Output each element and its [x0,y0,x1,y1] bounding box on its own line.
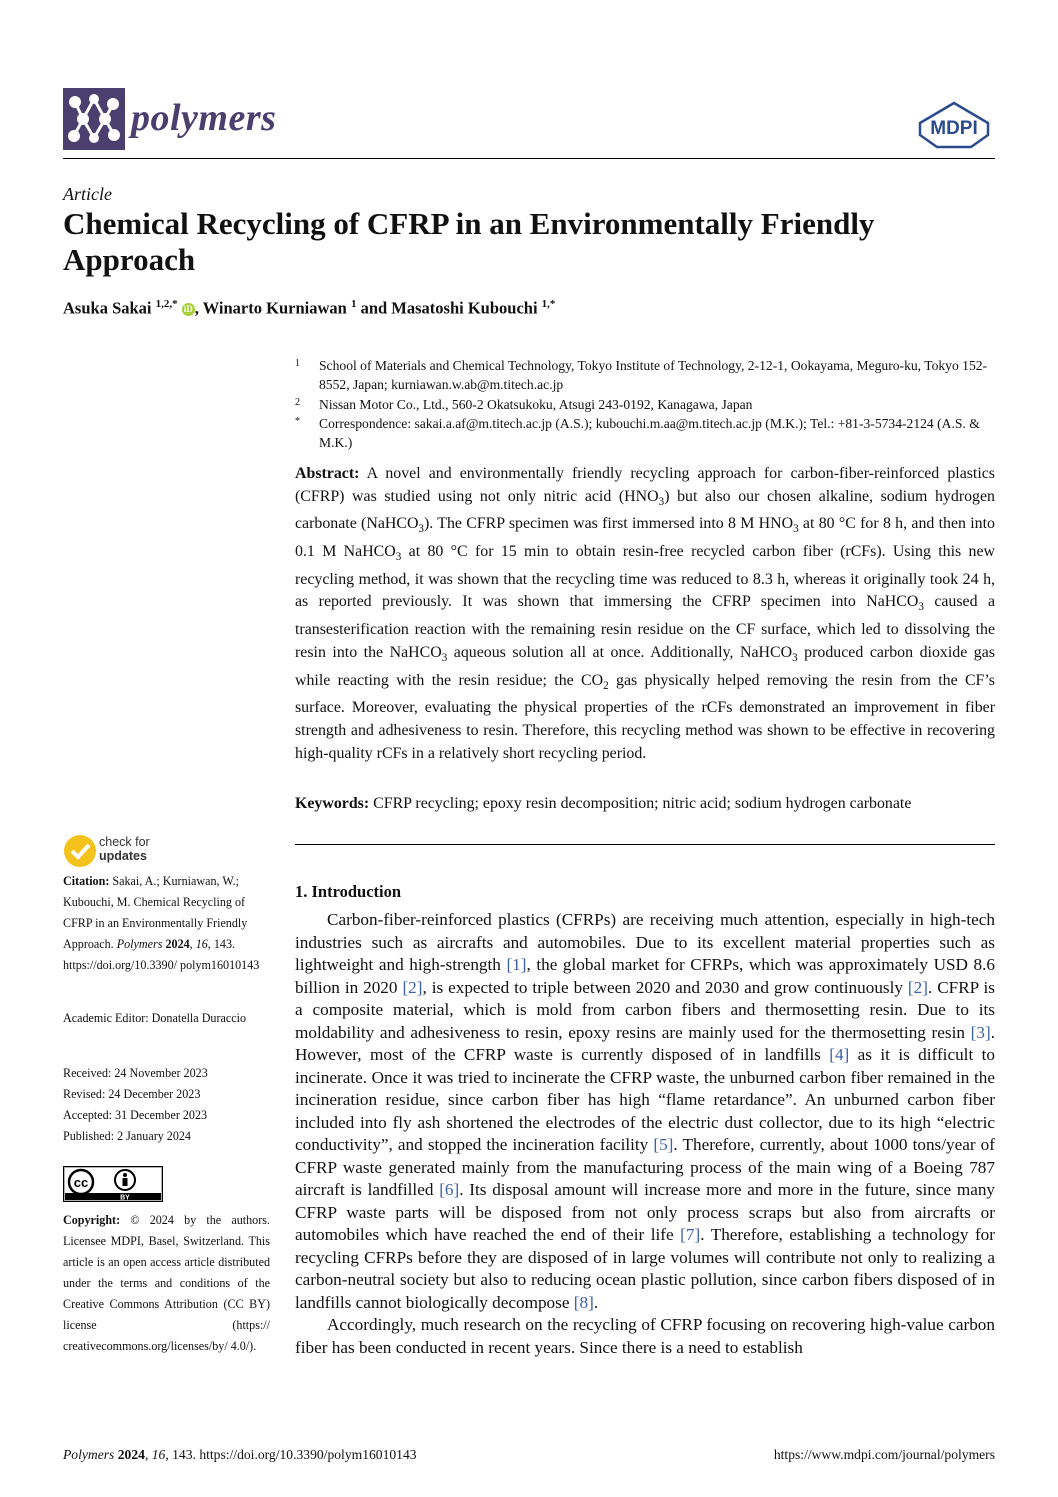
subscript: 3 [918,601,924,614]
date-accepted: Accepted: 31 December 2023 [63,1108,208,1122]
abstract-text: at 80 °C for 8 h, and then into 0.1 M NaHCO [295,515,995,561]
orcid-icon[interactable]: iD [183,304,193,315]
affiliation-item [295,395,995,414]
keywords-text: CFRP recycling; epoxy resin decomposition; nitric acid; sodium hydrogen carbonate [373,795,912,812]
citation-doi[interactable]: , 143. https://doi.org/10.3390/ polym16010143 [63,937,260,972]
author-affil: 1,2,* [155,298,178,310]
editor-text: Academic Editor: Donatella Duraccio [63,1011,247,1025]
paragraph-text: . CFRP is a composite material, which is mold from carbon fibers and thermosetting resin. Due to its moldability and adhesiveness to resin, epoxy resins are mainly used for the thermosetting resin [295,977,996,1042]
subscript: 3 [658,495,665,508]
author-affil: 1,* [541,298,556,310]
abstract [295,463,995,765]
citation-year: 2024 [165,937,190,951]
subscript: 3 [395,551,402,564]
check-updates-text [99,835,150,863]
mdpi-logo-text: MDPI [930,118,978,139]
abstract-text: caused a transesterification reaction with the remaining resin residue on the CF surface, which led to dissolving the resin into the NaHCO [295,593,996,661]
affiliations [295,356,995,452]
check-icon [63,834,97,868]
citation-volume: 16 [195,937,208,951]
affiliation-mark: 1 [295,358,300,369]
paragraph-text: as it is difficult to incinerate. Once it was tried to incinerate the CFRP waste, the unburned carbon fiber remained in the incineration residue, since carbon fiber has high “flame retardance”. An unburned carbon fiber included into fly ash shortened the electrodes of the electric dust collector, due to its high “electric conductivity”, and stopped the incineration facility [295,1045,995,1154]
reference-link[interactable]: [5] [653,1135,674,1154]
reference-link[interactable]: [7] [680,1225,701,1244]
paragraph-text: Carbon-fiber-reinforced plastics (CFRPs) are receiving much attention, especially in high-tech industries such as aircrafts and automobiles. Due to its excellent material properties such as lightweight and high-strength [295,910,995,974]
section-divider [295,844,995,845]
svg-text:cc: cc [73,1175,89,1190]
keywords [295,793,995,816]
paragraph-text: . Its disposal amount will increase more and more in the future, since many CFRP waste parts will be disposed from not only process scraps but also from aircrafts or automobiles which have reached the end of their life [295,1180,996,1244]
footer-journal-url[interactable]: https://www.mdpi.com/journal/polymers [773,1447,995,1462]
copyright-label: Copyright: [63,1213,121,1227]
paragraph-text: . Therefore, establishing a technology for recycling CFRPs before they are disposed of in large volumes will contribute not only to realizing a carbon-neutral society but also to reducing ocean plastic pollution, since carbon fibers disposed of in landfills cannot biologically decompose [295,1225,996,1312]
article-type: Article [63,184,112,204]
abstract-label: Abstract: [295,465,360,482]
date-received: Received: 24 November 2023 [63,1066,208,1080]
abstract-text: at 80 °C for 15 min to obtain resin-free recycled carbon fiber (rCFs). Using this new recycling method, it was shown that the recycling time was reduced to 8.3 h, whereas it originally took 24 h, as reported previously. It was shown that immersing the CFRP specimen into NaHCO [295,543,995,611]
copyright-text: © 2024 by the authors. Licensee MDPI, Basel, Switzerland. This article is an open access article distributed under the terms and conditions of the Creative Commons Attribution (CC BY) license (https:// creativecommons.org/licenses/by/ 4.0/). [63,1213,270,1353]
abstract-text: ) but also our chosen alkaline, sodium hydrogen carbonate (NaHCO [295,487,995,533]
check-updates-line: updates [99,849,147,863]
academic-editor [63,1008,270,1029]
subscript: 3 [441,652,448,665]
section-heading: 1. Introduction [295,882,402,901]
date-published: Published: 2 January 2024 [63,1129,191,1143]
footer-citation: Polymers 2024, 16, 143. https://doi.org/10.3390/polym16010143 [63,1447,417,1462]
cc-by-label: BY [120,1194,130,1202]
affiliation-text: School of Materials and Chemical Technology, Tokyo Institute of Technology, 2-12-1, Ookayama, Meguro-ku, Tokyo 152-8552, Japan; kurniawan.w.ab@m.titech.ac.jp [319,358,988,393]
header-divider [63,158,995,159]
subscript: 3 [418,523,424,536]
reference-link[interactable]: [3] [970,1022,991,1042]
footer-volume: 16 [151,1447,166,1462]
cc-by-license-icon[interactable] [63,1166,163,1202]
paragraph: Accordingly, much research on the recycling of CFRP focusing on recovering high-value carbon fiber has been conducted in recent years. Since there is a need to establish [295,1315,995,1357]
article-title: Chemical Recycling of CFRP in an Environmentally Friendly Approach [63,206,875,277]
affiliation-text: Nissan Motor Co., Ltd., 560-2 Okatsukoku, Atsugi 243-0192, Kanagawa, Japan [319,396,753,412]
author-affil: 1 [350,298,357,310]
reference-link[interactable]: [8] [573,1292,594,1312]
affiliation-item [295,414,995,453]
subscript: 2 [603,679,609,692]
footer-doi[interactable]: , 143. https://doi.org/10.3390/polym16010143 [165,1447,417,1462]
introduction-body [295,909,995,1359]
check-updates-line: check for [99,835,150,849]
footer-journal: Polymers [63,1447,115,1462]
check-for-updates-badge[interactable] [63,834,193,870]
paragraph-text: . However, most of the CFRP waste is currently disposed of in landfills [295,1022,995,1064]
affiliation-mark: 2 [295,396,300,408]
publication-dates [63,1063,270,1147]
abstract-text: A novel and environmentally friendly recycling approach for carbon-fiber-reinforced plastics (CFRP) was studied using not only nitric acid (HNO [295,465,995,505]
paragraph-text: . Therefore, currently, about 1000 tons/year of CFRP waste generated mainly from the manufacturing process of the main wing of a Boeing 787 aircraft is landfilled [295,1135,995,1199]
author-name: Winarto Kurniawan [202,298,347,318]
abstract-text: ). The CFRP specimen was first immersed into 8 M HNO [423,515,794,533]
reference-link[interactable]: [1] [506,955,527,974]
affiliation-mark: * [295,415,300,427]
abstract-text: gas physically helped removing the resin from the CF’s surface. Moreover, evaluating the physical properties of the rCFs demonstrated an improvement in fiber strength and adhesiveness to resin. Therefore, this recycling method was shown to be effective in recovering high-quality rCFs in a relatively short recycling period. [295,671,995,762]
correspondence-text: Correspondence: sakai.a.af@m.titech.ac.jp (A.S.); kubouchi.m.aa@m.titech.ac.jp (M.K.); Tel.: +81-3-5734-2124 (A.S. & M.K.) [319,415,980,451]
mdpi-logo[interactable] [917,101,991,149]
date-revised: Revised: 24 December 2023 [63,1087,201,1101]
footer-year: 2024 [117,1447,145,1462]
reference-link[interactable]: [2] [907,977,928,997]
paragraph-text: . [593,1292,599,1312]
citation-journal: Polymers [116,937,163,951]
citation-block: Citation: Sakai, A.; Kurniawan, W.; Kubouchi, M. Chemical Recycling of CFRP in an Environmentally Friendly Approach. Polymers 2024, 16, 143. https://doi.org/10.3390/ polym16010143 [63,874,260,972]
reference-link[interactable]: [6] [439,1180,460,1199]
author-name: Asuka Sakai [63,298,152,318]
copyright-notice [63,1210,270,1357]
paragraph [295,909,995,1314]
citation-text: Sakai, A.; Kurniawan, W.; Kubouchi, M. Chemical Recycling of CFRP in an Environmentally Friendly Approach. [63,874,248,951]
reference-link[interactable]: [4] [829,1045,850,1064]
subscript: 3 [792,652,798,665]
abstract-text: aqueous solution all at once. Additionally, NaHCO [447,643,793,661]
author-separator: and [356,298,392,318]
paragraph-text: , is expected to triple between 2020 and 2030 and grow continuously [422,977,908,997]
author-separator: , [194,298,203,318]
keywords-label: Keywords: [295,795,370,812]
subscript: 3 [793,523,799,536]
abstract-text: produced carbon dioxide gas while reacting with the resin residue; the CO [295,643,995,689]
author-name: Masatoshi Kubouchi [391,298,538,318]
polymers-molecule-icon [63,88,125,150]
paragraph-text: , the global market for CFRPs, which was approximately USD 8.6 billion in 2020 [295,955,996,997]
reference-link[interactable]: [2] [402,977,423,997]
journal-name: polymers [131,97,277,139]
citation-label: Citation: [63,874,110,888]
author-list [63,298,555,319]
affiliation-item [295,356,995,395]
